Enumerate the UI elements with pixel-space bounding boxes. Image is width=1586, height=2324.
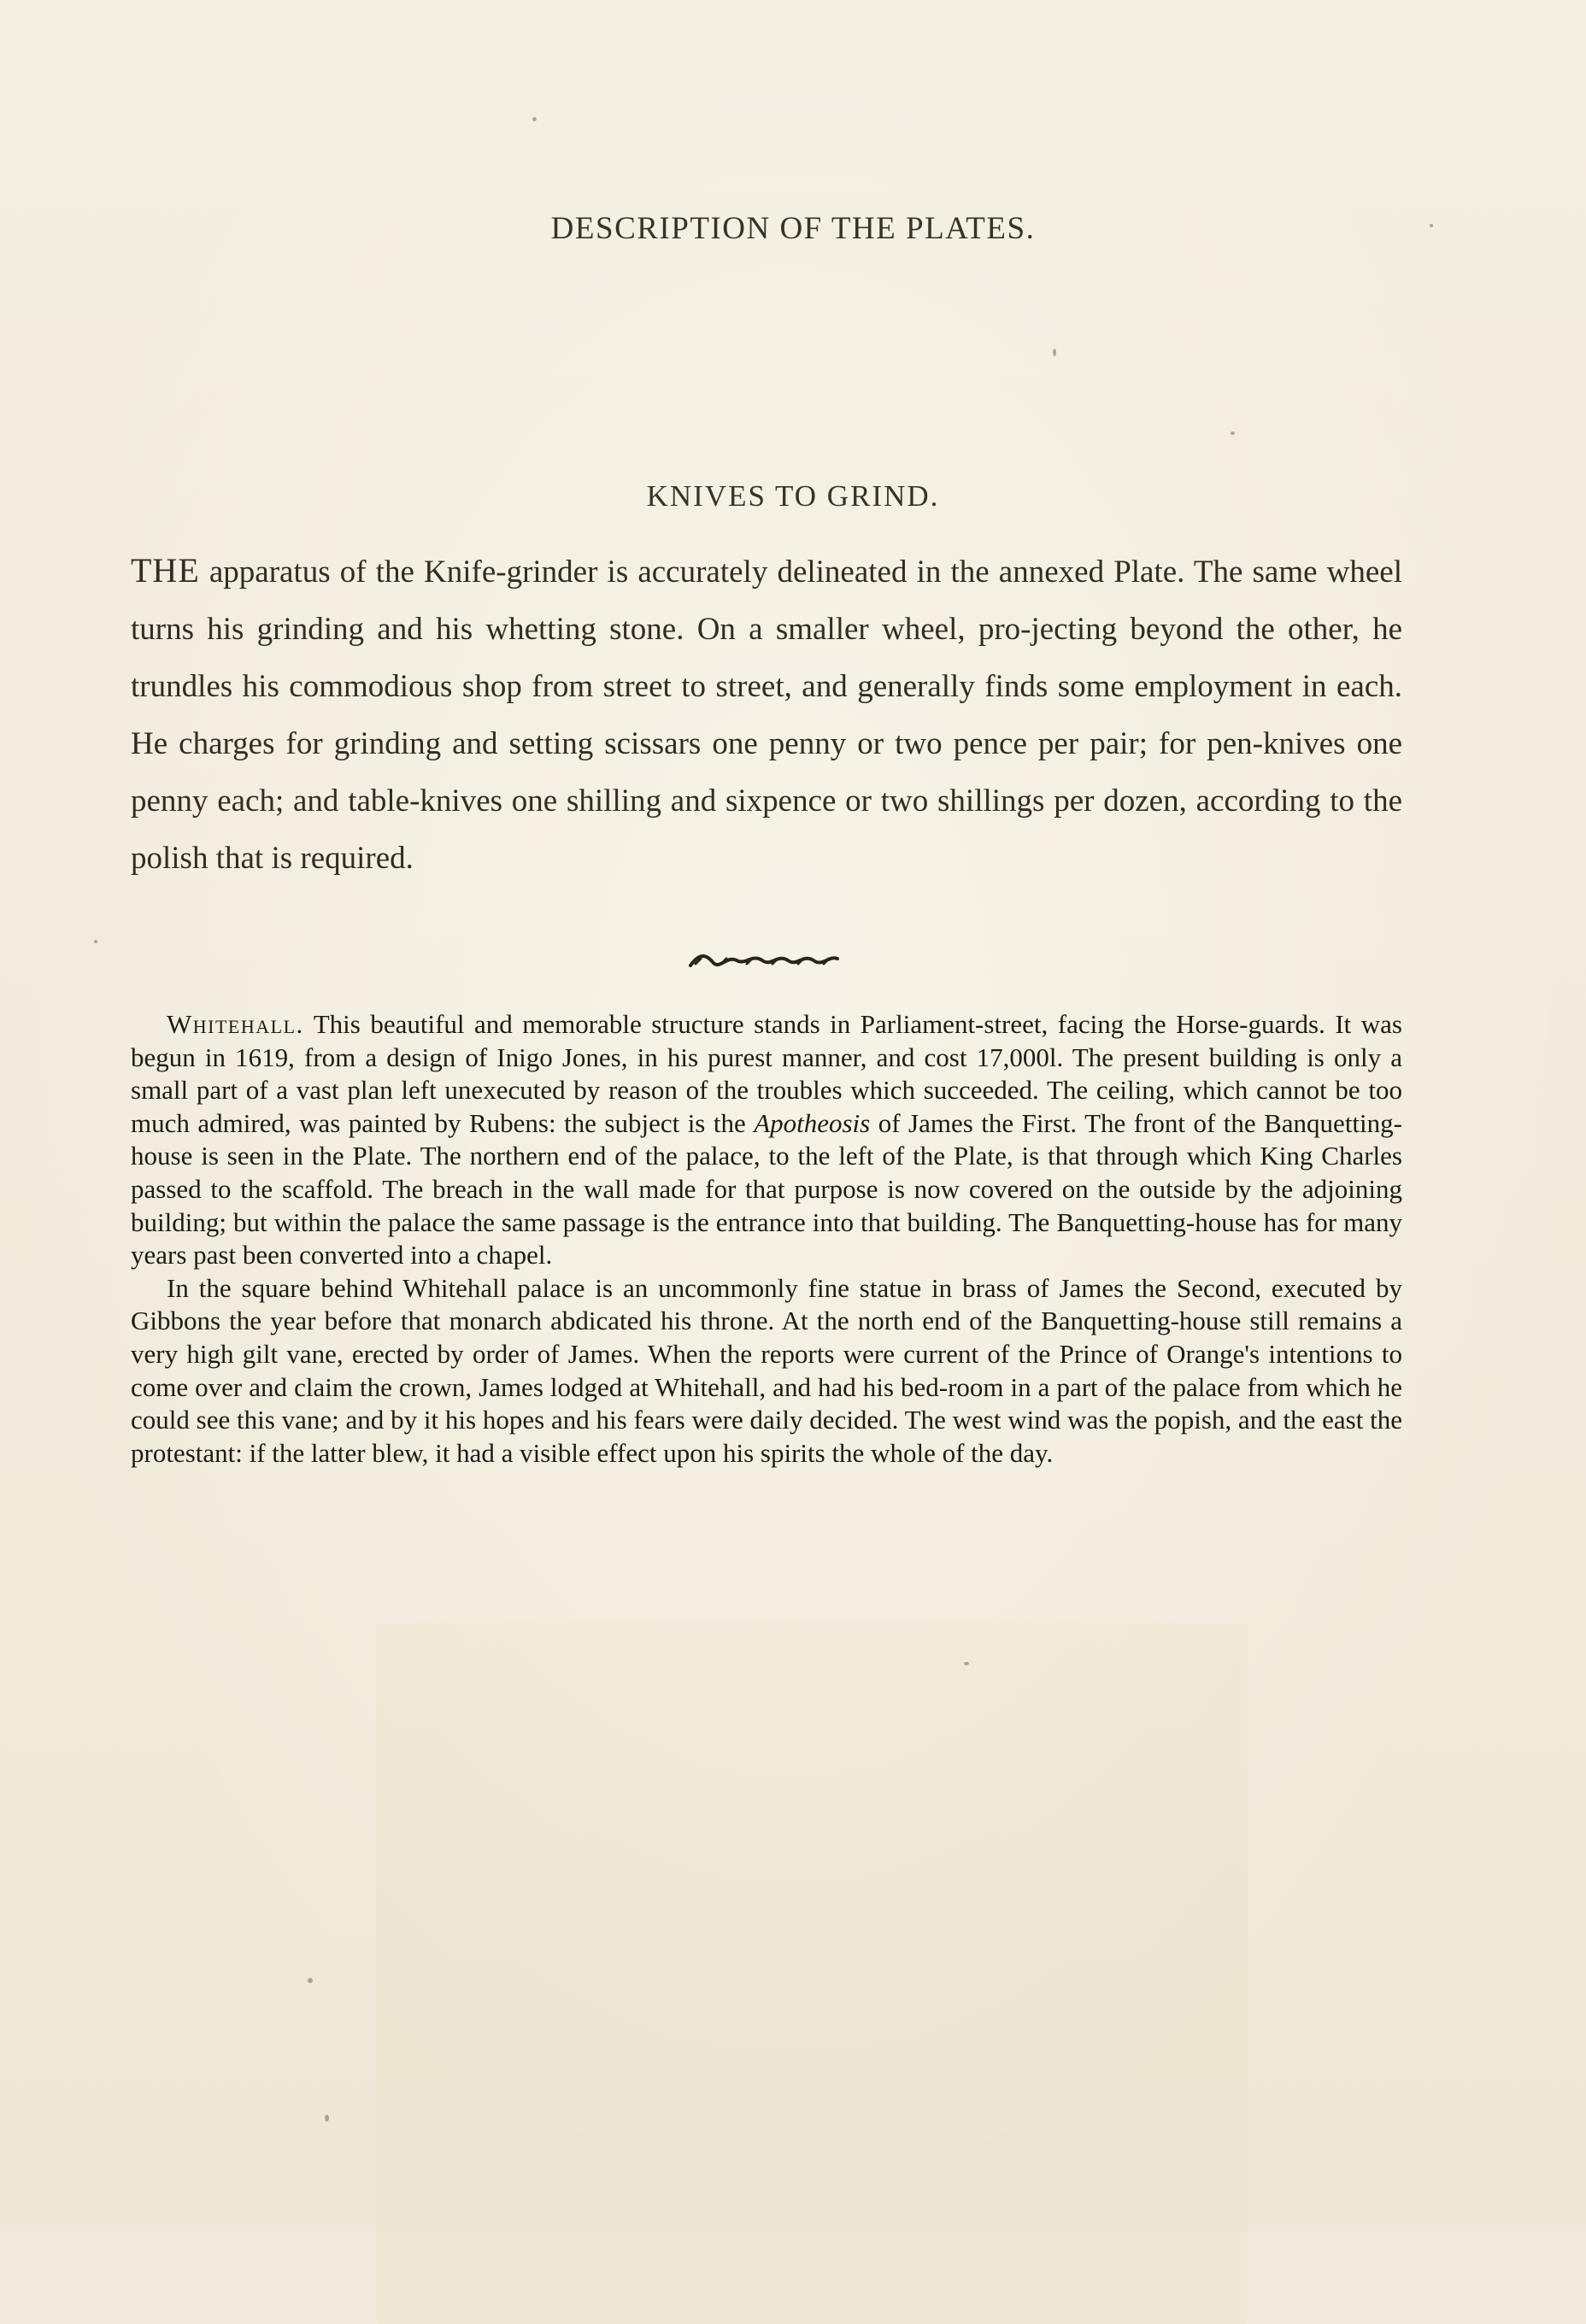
running-head: DESCRIPTION OF THE PLATES. [550,211,1036,246]
ornament-rule-icon [687,948,841,974]
paper-speck [1430,224,1433,227]
note-heading: Whitehall. [167,1009,304,1039]
whitehall-note [131,1008,1402,1470]
note-paragraph-2: In the square behind Whitehall palace is an uncommonly fine statue in brass of James the Second, executed by Gibbons the year before that monarch abdicated his throne. At the north end of the Banquetting-house still remains a very high gilt vane, erected by order of James. When the reports were current of the Prince of Orange's intentions to come over and claim the crown, James lodged at Whitehall, and had his bed-room in a part of the palace from which he could see this vane; and by it his hopes and his fears were daily decided. The west wind was the popish, and the east the protestant: if the latter blew, it had a visible effect upon his spirits the whole of the day. [131,1272,1402,1468]
note-paragraph-1-part-1: This beautiful and memorable structure stands in Parliament-street, facing the Horse-guards. It was begun in 1619, from a design of Inigo Jones, in his purest manner, and cost 17,000l. The present building is only a small part of a vast plan left unexecuted by reason of the troubles which succeeded. The ceiling, which cannot be too much admired, was painted by Rubens: the subject is the [131,1009,1402,1138]
paper-speck [308,1978,313,1983]
paper-speck [94,940,97,943]
note-paragraph-1-part-2: of James the First. The front of the Banquetting-house is seen in the Plate. The northern end of the palace, to the left of the Plate, is that through which King Charles passed to the scaffold. The breach in the wall made for that purpose is now covered on the outside by the adjoining building; but within the palace the same passage is the entrance into that building. The Banquetting-house has for many years past been converted into a chapel. [131,1107,1402,1271]
reverse-plate-show-through [376,1623,1248,2324]
note-italic-term: Apotheosis [754,1107,871,1138]
paper-speck [325,2115,329,2122]
paper-speck [1053,349,1056,356]
main-paragraph-text: apparatus of the Knife-grinder is accurately delineated in the annexed Plate. The same wheel turns his grinding and his whetting stone. On a smaller wheel, pro-jecting beyond the other, he trundles his commodious shop from street to street, and generally finds some employment in each. He charges for grinding and setting scissars one penny or two pence per pair; for pen-knives one penny each; and table-knives one shilling and sixpence or two shillings per dozen, according to the polish that is required. [131,555,1402,876]
section-title: KNIVES TO GRIND. [646,479,940,513]
paper-speck [964,1662,969,1665]
lead-word: THE [131,551,200,590]
paper-speck [532,117,537,121]
main-paragraph [131,542,1402,887]
paper-speck [1231,431,1235,435]
note-paragraph-1 [131,1008,1402,1272]
